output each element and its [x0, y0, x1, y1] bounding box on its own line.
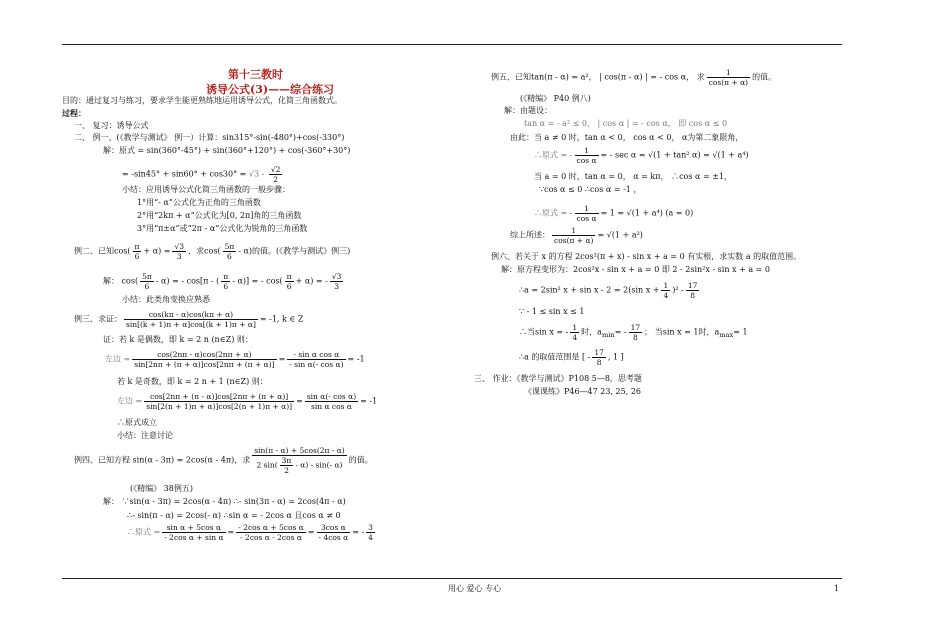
example6-step3: ∵ - 1 ≤ sin x ≤ 1 [519, 307, 585, 316]
example4-step1: 解： ∵sin(α - 3π) = 2cos(α - 4π) ∴- sin(3π - α) = 2cos(4π - α) [103, 497, 346, 506]
example6-line: 例六、若关于 x 的方程 2cos²(π + x) - sin x + a = 0 有实根，求实数 a 的取值范围。 [491, 252, 802, 261]
fraction: $\frac{√2}{2}$ [270, 165, 281, 184]
homework-line2: 《课课练》P46—47 23, 25, 26 [524, 387, 641, 396]
process-label: 过程： [62, 108, 86, 118]
example6-step4: ∴当sin x = - $\frac{1}{4}$ 时，$a_{min}=$ - $\frac{17}{8}$ ； 当sin x = 1时，$a_{max}= 1$ [519, 323, 748, 342]
result-sqrt: √3 - [248, 169, 265, 179]
example2-line: 例二、已知cos( $\frac{\pi}{6}$ + α) = $\frac{√3}{3}$ ，求cos( $\frac{5\pi}{6}$ - α)的值。(《教学与测试》例三) [74, 242, 351, 261]
example6-range: ∴a 的取值范围是 [ - $\frac{17}{8}$ , 1 ] [519, 348, 624, 367]
example5-case2b: ∵cos α ≤ 0 ∴cos α = -1 ， [539, 185, 642, 194]
page-number: 1 [834, 584, 840, 593]
example5-line: 例五、已知tan(π - α) = a²， | cos(π - α) | = - cos α， 求 $\frac{1}{\cos(\pi + \alpha)}$ 的值。 [491, 68, 777, 87]
example1-result [122, 165, 284, 184]
result-text: = -sin45° + sin60° + cos30° = [122, 169, 247, 179]
step1: 1°用“- α”公式化为正角的三角函数 [137, 198, 261, 207]
example1-solution: 解：原式 = sin(360°-45°) + sin(360°+120°) + cos(-360°+30°) [103, 146, 351, 155]
footer-rule [62, 578, 842, 579]
proof-odd: 若 k 是奇数，即 k = 2 n + 1 (n∈Z) 则： [117, 377, 268, 386]
example5-solution-label: 解：由题设： [504, 106, 552, 115]
example5-case1-result: ∴原式 = - $\frac{1}{\text{cos α}}$ = - sec α = √(1 + tan² α) = √(1 + a⁴) [534, 146, 749, 165]
lesson-title: 第十三教时 [228, 68, 283, 81]
review-line: 一、 复习：诱导公式 [74, 121, 149, 130]
summary2: 小结：此类角变换应熟悉 [122, 295, 210, 304]
example4-step2: ∴- sin(π - α) = 2cos(- α) ∴sin α = - 2cos α 且cos α ≠ 0 [127, 511, 341, 520]
example5-given: tan α = - a² ≤ 0， | cos α | = - cos α， 即 cos α ≤ 0 [524, 119, 728, 128]
example1-line: 二、 例一、(《教学与测试》 例一）计算：sin315°-sin(-480°)+cos(-330°) [74, 133, 345, 142]
header-rule [62, 44, 842, 45]
proof-odd-formula: 左边 = $\frac{\cos[2n\pi + (\pi - \alpha)]\cos[2n\pi + (\pi + \alpha)]}{\sin[2(n + 1)\pi + \alpha)]\cos[2(n + 1)\pi + \alpha)]}$ = $\frac{\text{sin α(- cos α)}}{\text{sin α cos α}}$ = -1 [117, 392, 378, 411]
example6-step1: 解：原方程变形为：2cos²x - sin x + a = 0 即 2 - 2sin²x - sin x + a = 0 [501, 265, 770, 274]
example3-line: 例三、求证： $\frac{\cos(k\pi - \alpha)\cos(k\pi + \alpha)}{\sin[(k + 1)\pi + \alpha]\cos[(k + 1)\pi + \alpha]}$ = -1, k ∈ Z [74, 310, 304, 329]
example4-step3: ∴原式 = $\frac{\text{sin α + 5cos α}}{\text{- 2cos α + sin α}}$ = $\frac{\text{- 2cos α + 5cos α}}{\text{- 2cos α - 2cos α}}$ = $\frac{\text{3cos α}}{\text{- 4cos α}}$ = - $\frac{3}{4}$ [127, 523, 373, 542]
summary3: 小结：注意讨论 [117, 431, 173, 440]
example5-case2-result: ∴原式 = - $\frac{1}{\text{cos α}}$ = 1 = √(1 + a⁴) (a = 0) [534, 204, 694, 223]
example4-source: (《精编》 38例五) [130, 484, 193, 493]
footer-text: 用心 爱心 专心 [448, 584, 502, 593]
example4-line: 例四、已知方程 sin(α - 3π) = 2cos(α - 4π)，求 sin(π - α) + 5cos(2π - α) 2 sin( $\frac{3\pi}{2}$ - α) - sin(- α) 的值。 [74, 446, 373, 475]
proof-done: ∴原式成立 [117, 418, 157, 427]
aim-text: 目的：通过复习与练习，要求学生能更熟练地运用诱导公式，化简三角函数式。 [62, 96, 342, 105]
example6-step2: ∴a = 2sin² x + sin x - 2 = 2(sin x + $\frac{1}{4}$ )² - $\frac{17}{8}$ [519, 281, 698, 300]
homework-line1: 三、 作业：《教学与测试》P108 5—8，思考题 [474, 374, 642, 383]
example5-case1: 由此：当 a ≠ 0 时，tan α < 0， cos α < 0， α为第二象限角， [510, 133, 744, 142]
example5-case2: 当 a = 0 时，tan α = 0， α = kπ， ∴cos α = ±1， [534, 172, 733, 181]
example5-source: (《精编》 P40 例八) [520, 94, 591, 103]
step3: 3°用“π±α”或“2π - α”公式化为锐角的三角函数 [137, 224, 308, 233]
lesson-subtitle: 诱导公式(3)——综合练习 [206, 83, 335, 96]
summary1: 小结：应用诱导公式化简三角函数的一般步骤： [122, 185, 290, 194]
example2-solution: 解： cos( $\frac{5\pi}{6}$ - α) = - cos[π - ( $\frac{\pi}{6}$ - α)] = - cos( $\frac{\pi}{6}$ + α) = - $\frac{√3}{3}$ [103, 272, 342, 291]
example5-conclusion: 综上所述： $\frac{1}{\cos(\pi + \alpha)}$ = √(1 + a²) [510, 226, 643, 245]
proof-even: 证：若 k 是偶数，即 k = 2 n (n∈Z) 则： [103, 335, 253, 344]
step2: 2°用“2kπ + α”公式化为[0, 2π]角的三角函数 [137, 211, 302, 220]
proof-even-formula: 左边 = $\frac{\cos(2n\pi - \alpha)\cos(2n\pi + \alpha)}{\sin[2n\pi + (\pi + \alpha)]\cos[2n\pi + (\pi + \alpha)]}$ = $\frac{\text{- sin α cos α}}{\text{- sin α(- cos α)}}$ = -1 [105, 350, 365, 369]
